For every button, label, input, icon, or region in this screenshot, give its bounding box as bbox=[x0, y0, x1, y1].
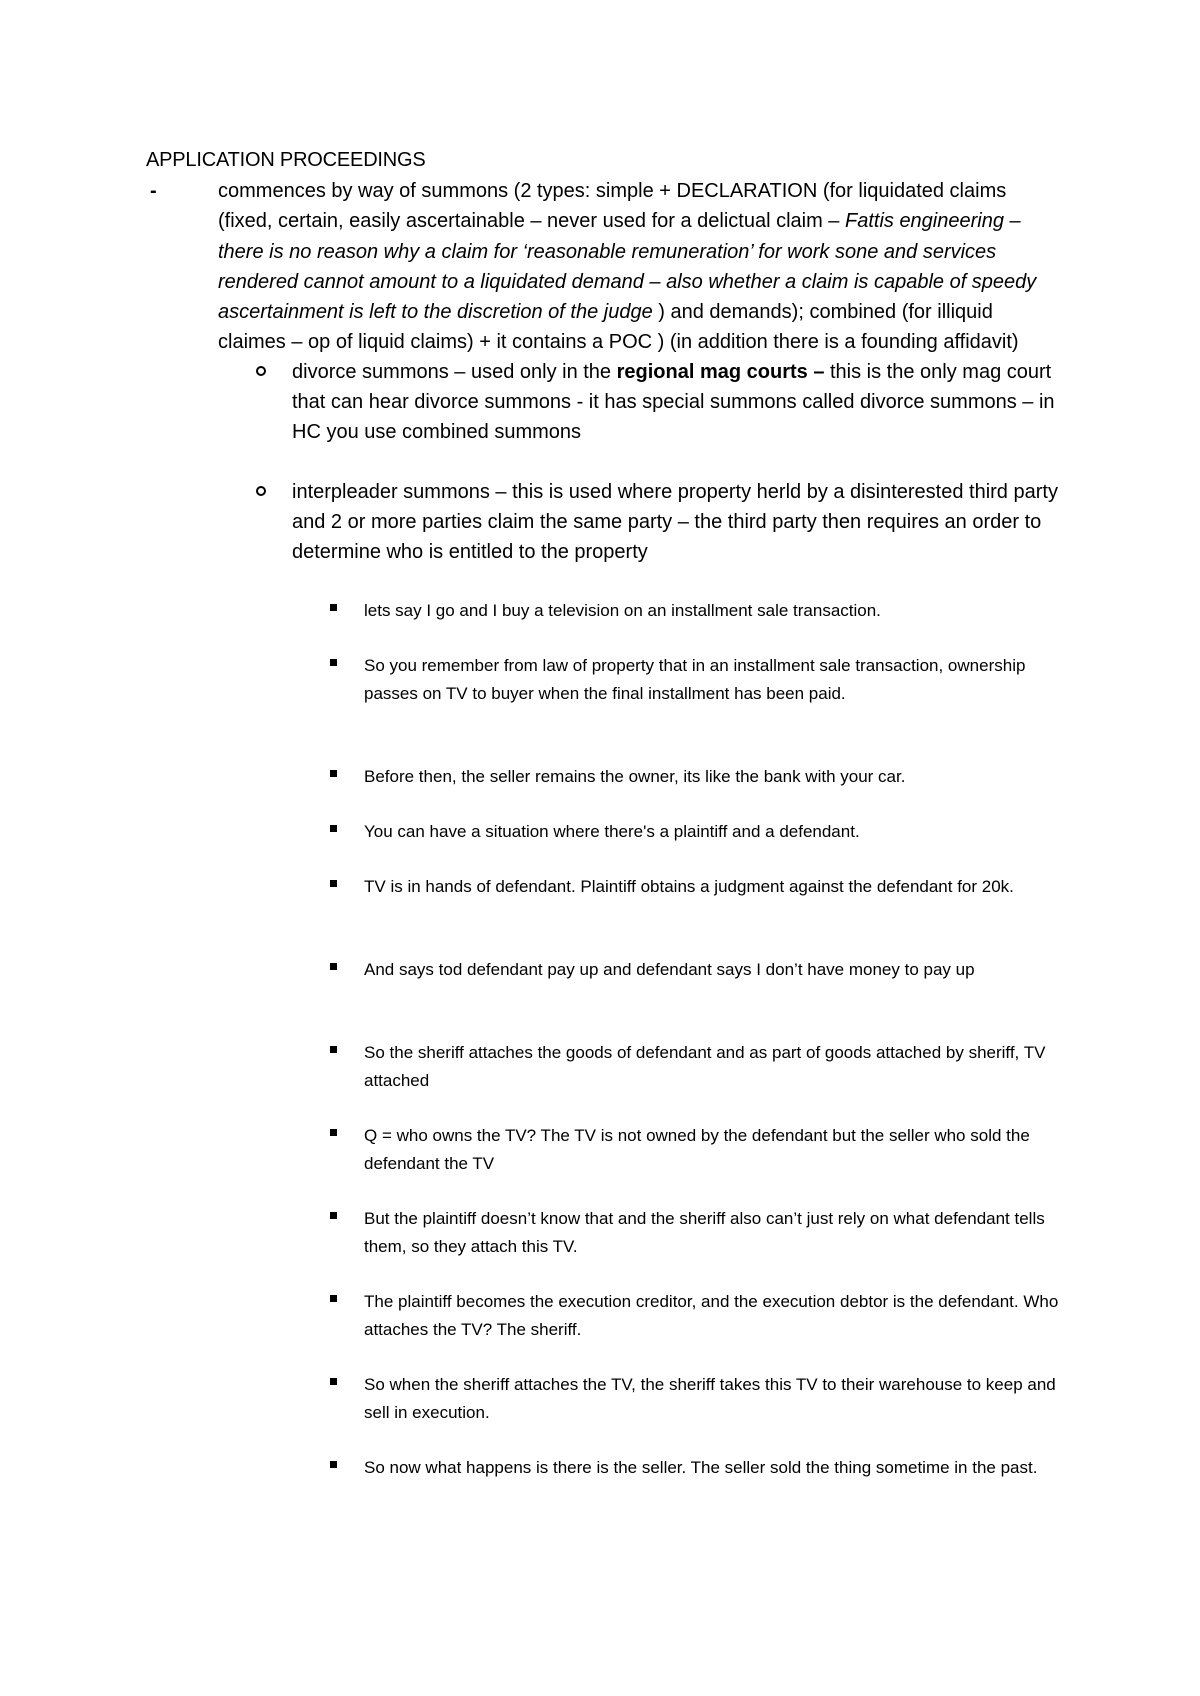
summons-paragraph bbox=[218, 176, 1048, 358]
square-bullet-icon bbox=[330, 659, 337, 666]
divorce-summons-text bbox=[292, 357, 1062, 447]
square-bullet-icon bbox=[330, 880, 337, 887]
example-point-text: TV is in hands of defendant. Plaintiff obtains a judgment against the defendant for 20k. bbox=[364, 877, 1014, 896]
example-point-text: So when the sheriff attaches the TV, the sheriff takes this TV to their warehouse to keep and sell in execution. bbox=[364, 1375, 1056, 1422]
divorce-text-start: divorce summons – used only in the bbox=[292, 361, 617, 383]
square-bullet-icon bbox=[330, 963, 337, 970]
dash-bullet: - bbox=[150, 180, 157, 202]
example-point-text: So the sheriff attaches the goods of defendant and as part of goods attached by sheriff, TV attached bbox=[364, 1043, 1046, 1090]
example-point-text: lets say I go and I buy a television on an installment sale transaction. bbox=[364, 601, 881, 620]
example-point-text: So now what happens is there is the seller. The seller sold the thing sometime in the past. bbox=[364, 1458, 1038, 1477]
summons-text-end: ) and demands); combined (for illiquid claimes – op of liquid claims) + it contains a POC ) (in addition there is a founding affidavit) bbox=[218, 301, 1019, 354]
example-point-text: So you remember from law of property that in an installment sale transaction, ownership passes on TV to buyer when the final installment has been paid. bbox=[364, 656, 1026, 703]
summons-case-note: Fattis engineering – there is no reason why a claim for ‘reasonable remuneration’ for work sone and services rendered cannot amount to a liquidated demand – also whether a claim is capable of speedy ascertainment is left to the discretion of the judge bbox=[218, 210, 1037, 324]
summons-text-start: commences by way of summons (2 types: simple + DECLARATION (for liquidated claims (fixed, certain, easily ascertainable – never used for a delictual claim – bbox=[218, 180, 1007, 233]
square-bullet-icon bbox=[330, 825, 337, 832]
example-point-text: And says tod defendant pay up and defendant says I don’t have money to pay up bbox=[364, 960, 975, 979]
circle-bullet-icon bbox=[256, 366, 266, 376]
example-point-text: Q = who owns the TV? The TV is not owned by the defendant but the seller who sold the defendant the TV bbox=[364, 1126, 1030, 1173]
example-point-text: But the plaintiff doesn’t know that and the sheriff also can’t just rely on what defendant tells them, so they attach this TV. bbox=[364, 1209, 1045, 1256]
divorce-court-emphasis: regional mag courts – bbox=[616, 361, 830, 383]
square-bullet-icon bbox=[330, 770, 337, 777]
divorce-text-end: this is the only mag court that can hear divorce summons - it has special summons called divorce summons – in HC you use combined summons bbox=[292, 361, 1055, 443]
example-point-text: The plaintiff becomes the execution creditor, and the execution debtor is the defendant. Who attaches the TV? The sheriff. bbox=[364, 1292, 1059, 1339]
square-bullet-icon bbox=[330, 1046, 337, 1053]
square-bullet-icon bbox=[330, 1461, 337, 1468]
square-bullet-icon bbox=[330, 1295, 337, 1302]
square-bullet-icon bbox=[330, 604, 337, 611]
circle-bullet-icon bbox=[256, 486, 266, 496]
square-bullet-icon bbox=[330, 1212, 337, 1219]
square-bullet-icon bbox=[330, 1129, 337, 1136]
example-point-text: You can have a situation where there's a plaintiff and a defendant. bbox=[364, 822, 860, 841]
page-title: APPLICATION PROCEEDINGS bbox=[146, 149, 426, 171]
square-bullet-icon bbox=[330, 1378, 337, 1385]
interpleader-summons-text: interpleader summons – this is used where property herld by a disinterested third party and 2 or more parties claim the same party – the third party then requires an order to determine who is entitled to the property bbox=[292, 481, 1058, 563]
example-point-text: Before then, the seller remains the owner, its like the bank with your car. bbox=[364, 767, 906, 786]
